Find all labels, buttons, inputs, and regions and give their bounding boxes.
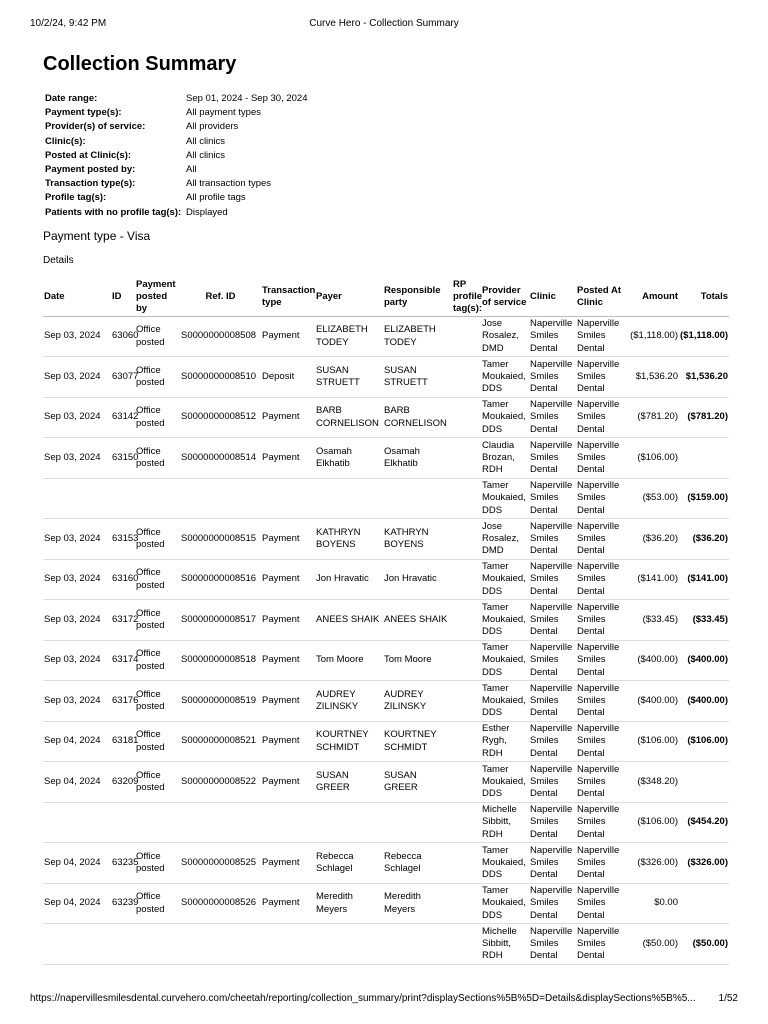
cell-amount: ($348.20) (624, 762, 679, 803)
print-footer (30, 993, 738, 1007)
cell-provider: Michelle Sibbitt, RDH (481, 802, 529, 843)
col-id: ID (111, 278, 135, 317)
cell-date: Sep 03, 2024 (43, 640, 111, 681)
filter-row (43, 191, 308, 205)
page-number: 1/52 (718, 993, 738, 1004)
cell-date: Sep 03, 2024 (43, 519, 111, 560)
cell-posted-by: Office posted (135, 721, 180, 762)
cell-amount: ($106.00) (624, 721, 679, 762)
filter-label: Profile tag(s): (45, 192, 107, 204)
cell-responsible-party: ELIZABETH TODEY (383, 316, 452, 357)
cell-id: 63153 (111, 519, 135, 560)
cell-responsible-party: KATHRYN BOYENS (383, 519, 452, 560)
filter-label: Clinic(s): (45, 135, 86, 147)
cell-provider: Esther Rygh, RDH (481, 721, 529, 762)
cell-rp-profile-tags (452, 681, 481, 722)
cell-date: Sep 03, 2024 (43, 681, 111, 722)
cell-responsible-party: Meredith Meyers (383, 883, 452, 924)
cell-responsible-party: Rebecca Schlagel (383, 843, 452, 884)
cell-posted-at-clinic: Naperville Smiles Dental (576, 883, 624, 924)
cell-posted-by: Office posted (135, 843, 180, 884)
cell-clinic: Naperville Smiles Dental (529, 924, 576, 965)
col-posted-at-clinic: Posted At Clinic (576, 278, 624, 317)
filter-value: Displayed (186, 206, 228, 218)
cell-rp-profile-tags (452, 924, 481, 965)
cell-provider: Tamer Moukaied, DDS (481, 762, 529, 803)
cell-total: ($36.20) (679, 519, 729, 560)
cell-amount: ($781.20) (624, 397, 679, 438)
cell-clinic: Naperville Smiles Dental (529, 681, 576, 722)
cell-total: ($159.00) (679, 478, 729, 519)
table-row (43, 397, 729, 438)
cell-total: ($50.00) (679, 924, 729, 965)
cell-id: 63239 (111, 883, 135, 924)
table-row (43, 883, 729, 924)
cell-rp-profile-tags (452, 559, 481, 600)
cell-provider: Claudia Brozan, RDH (481, 438, 529, 479)
filter-value: All (186, 164, 197, 176)
cell-amount: ($106.00) (624, 802, 679, 843)
cell-posted-by: Office posted (135, 519, 180, 560)
col-posted-by: Payment posted by (135, 278, 180, 317)
cell-payer: Osamah Elkhatib (315, 438, 383, 479)
filter-label: Payment posted by: (45, 164, 136, 176)
col-transaction-type: Transaction type (261, 278, 315, 317)
cell-posted-by: Office posted (135, 357, 180, 398)
cell-posted-at-clinic: Naperville Smiles Dental (576, 316, 624, 357)
cell-payer: SUSAN GREER (315, 762, 383, 803)
cell-rp-profile-tags (452, 519, 481, 560)
filter-row (43, 92, 308, 106)
cell-posted-by: Office posted (135, 600, 180, 641)
table-row (43, 559, 729, 600)
cell-rp-profile-tags (452, 600, 481, 641)
cell-ref-id: S0000000008521 (180, 721, 261, 762)
filter-value: Sep 01, 2024 - Sep 30, 2024 (186, 93, 308, 104)
cell-provider: Tamer Moukaied, DDS (481, 600, 529, 641)
cell-date (43, 802, 111, 843)
cell-clinic: Naperville Smiles Dental (529, 478, 576, 519)
cell-total (679, 762, 729, 803)
cell-ref-id: S0000000008526 (180, 883, 261, 924)
table-row (43, 478, 729, 519)
cell-rp-profile-tags (452, 721, 481, 762)
cell-id: 63172 (111, 600, 135, 641)
cell-clinic: Naperville Smiles Dental (529, 843, 576, 884)
print-url: https://napervillesmilesdental.curvehero.com/cheetah/reporting/collection_summary/print?displaySections%5B%5D=Details&displaySections%5B%5... (30, 993, 696, 1004)
cell-clinic: Naperville Smiles Dental (529, 762, 576, 803)
filters-table (43, 92, 308, 220)
table-row (43, 600, 729, 641)
cell-id: 63209 (111, 762, 135, 803)
table-row (43, 924, 729, 965)
cell-amount: ($1,118.00) (624, 316, 679, 357)
table-header-row (43, 278, 729, 317)
cell-provider: Tamer Moukaied, DDS (481, 681, 529, 722)
filter-row (43, 206, 308, 220)
cell-payer (315, 924, 383, 965)
cell-provider: Michelle Sibbitt, RDH (481, 924, 529, 965)
payment-type-heading: Payment type - Visa (43, 228, 151, 243)
cell-clinic: Naperville Smiles Dental (529, 559, 576, 600)
cell-responsible-party: ANEES SHAIK (383, 600, 452, 641)
filter-label: Transaction type(s): (45, 178, 136, 190)
filter-value: All clinics (186, 149, 226, 161)
cell-total (679, 438, 729, 479)
cell-posted-at-clinic: Naperville Smiles Dental (576, 721, 624, 762)
cell-id: 63060 (111, 316, 135, 357)
cell-clinic: Naperville Smiles Dental (529, 600, 576, 641)
cell-total: ($400.00) (679, 681, 729, 722)
cell-ref-id: S0000000008508 (180, 316, 261, 357)
cell-provider: Tamer Moukaied, DDS (481, 883, 529, 924)
cell-total (679, 883, 729, 924)
filter-value: All clinics (186, 135, 226, 147)
cell-ref-id: S0000000008515 (180, 519, 261, 560)
cell-posted-by: Office posted (135, 397, 180, 438)
filter-label: Date range: (45, 93, 98, 104)
col-payer: Payer (315, 278, 383, 317)
print-datetime: 10/2/24, 9:42 PM (30, 18, 107, 29)
table-row (43, 762, 729, 803)
cell-transaction-type: Payment (261, 640, 315, 681)
cell-date: Sep 03, 2024 (43, 397, 111, 438)
cell-posted-at-clinic: Naperville Smiles Dental (576, 357, 624, 398)
cell-clinic: Naperville Smiles Dental (529, 721, 576, 762)
cell-posted-at-clinic: Naperville Smiles Dental (576, 559, 624, 600)
cell-payer: KOURTNEY SCHMIDT (315, 721, 383, 762)
cell-provider: Jose Rosalez, DMD (481, 519, 529, 560)
cell-ref-id: S0000000008518 (180, 640, 261, 681)
cell-payer: KATHRYN BOYENS (315, 519, 383, 560)
cell-responsible-party: SUSAN STRUETT (383, 357, 452, 398)
cell-amount: ($36.20) (624, 519, 679, 560)
cell-rp-profile-tags (452, 883, 481, 924)
cell-provider: Tamer Moukaied, DDS (481, 397, 529, 438)
print-header (30, 18, 738, 32)
cell-posted-by (135, 478, 180, 519)
cell-amount: ($400.00) (624, 681, 679, 722)
cell-rp-profile-tags (452, 762, 481, 803)
cell-transaction-type: Payment (261, 843, 315, 884)
cell-provider: Tamer Moukaied, DDS (481, 357, 529, 398)
filter-value: All profile tags (186, 192, 246, 204)
cell-amount: ($53.00) (624, 478, 679, 519)
filter-row (43, 106, 308, 120)
cell-posted-at-clinic: Naperville Smiles Dental (576, 397, 624, 438)
cell-ref-id: S0000000008519 (180, 681, 261, 722)
cell-ref-id (180, 802, 261, 843)
cell-date (43, 924, 111, 965)
cell-responsible-party: Jon Hravatic (383, 559, 452, 600)
col-amount: Amount (624, 278, 679, 317)
cell-total: $1,536.20 (679, 357, 729, 398)
cell-responsible-party (383, 802, 452, 843)
cell-id (111, 802, 135, 843)
filter-label: Posted at Clinic(s): (45, 149, 132, 161)
cell-provider: Jose Rosalez, DMD (481, 316, 529, 357)
filter-value: All providers (186, 121, 239, 133)
cell-total: ($326.00) (679, 843, 729, 884)
cell-id (111, 924, 135, 965)
cell-responsible-party: BARB CORNELISON (383, 397, 452, 438)
cell-id: 63150 (111, 438, 135, 479)
table-row (43, 802, 729, 843)
cell-date: Sep 03, 2024 (43, 316, 111, 357)
details-label: Details (43, 254, 74, 266)
cell-rp-profile-tags (452, 843, 481, 884)
cell-posted-by: Office posted (135, 438, 180, 479)
cell-posted-by: Office posted (135, 762, 180, 803)
cell-provider: Tamer Moukaied, DDS (481, 843, 529, 884)
cell-transaction-type: Payment (261, 438, 315, 479)
cell-total: ($454.20) (679, 802, 729, 843)
cell-transaction-type: Payment (261, 721, 315, 762)
cell-transaction-type: Payment (261, 681, 315, 722)
cell-payer (315, 478, 383, 519)
cell-posted-at-clinic: Naperville Smiles Dental (576, 762, 624, 803)
cell-posted-at-clinic: Naperville Smiles Dental (576, 519, 624, 560)
cell-rp-profile-tags (452, 397, 481, 438)
cell-ref-id (180, 924, 261, 965)
cell-clinic: Naperville Smiles Dental (529, 316, 576, 357)
table-row (43, 843, 729, 884)
col-responsible-party: Responsible party (383, 278, 452, 317)
table-row (43, 316, 729, 357)
cell-payer: BARB CORNELISON (315, 397, 383, 438)
cell-payer: ELIZABETH TODEY (315, 316, 383, 357)
cell-date (43, 478, 111, 519)
cell-date: Sep 04, 2024 (43, 721, 111, 762)
col-date: Date (43, 278, 111, 317)
cell-amount: ($33.45) (624, 600, 679, 641)
cell-transaction-type: Payment (261, 762, 315, 803)
cell-responsible-party (383, 924, 452, 965)
cell-date: Sep 03, 2024 (43, 600, 111, 641)
cell-clinic: Naperville Smiles Dental (529, 397, 576, 438)
cell-posted-at-clinic: Naperville Smiles Dental (576, 438, 624, 479)
filter-row (43, 163, 308, 177)
report-content (43, 50, 729, 965)
collection-details-table (43, 278, 729, 965)
cell-ref-id: S0000000008525 (180, 843, 261, 884)
cell-rp-profile-tags (452, 357, 481, 398)
cell-posted-at-clinic: Naperville Smiles Dental (576, 600, 624, 641)
cell-rp-profile-tags (452, 640, 481, 681)
cell-id: 63174 (111, 640, 135, 681)
cell-total: ($781.20) (679, 397, 729, 438)
cell-clinic: Naperville Smiles Dental (529, 883, 576, 924)
cell-provider: Tamer Moukaied, DDS (481, 640, 529, 681)
cell-posted-at-clinic: Naperville Smiles Dental (576, 924, 624, 965)
cell-ref-id: S0000000008514 (180, 438, 261, 479)
cell-transaction-type (261, 802, 315, 843)
cell-clinic: Naperville Smiles Dental (529, 802, 576, 843)
filter-label: Provider(s) of service: (45, 121, 146, 133)
cell-amount: $1,536.20 (624, 357, 679, 398)
cell-id: 63181 (111, 721, 135, 762)
cell-amount: ($106.00) (624, 438, 679, 479)
cell-id (111, 478, 135, 519)
cell-responsible-party: AUDREY ZILINSKY (383, 681, 452, 722)
cell-responsible-party: SUSAN GREER (383, 762, 452, 803)
cell-amount: $0.00 (624, 883, 679, 924)
cell-posted-at-clinic: Naperville Smiles Dental (576, 640, 624, 681)
cell-total: ($141.00) (679, 559, 729, 600)
col-provider: Provider of service (481, 278, 529, 317)
cell-payer: Rebecca Schlagel (315, 843, 383, 884)
filter-label: Patients with no profile tag(s): (45, 206, 182, 218)
cell-clinic: Naperville Smiles Dental (529, 438, 576, 479)
cell-id: 63142 (111, 397, 135, 438)
cell-total: ($106.00) (679, 721, 729, 762)
cell-date: Sep 04, 2024 (43, 762, 111, 803)
cell-clinic: Naperville Smiles Dental (529, 640, 576, 681)
cell-date: Sep 04, 2024 (43, 843, 111, 884)
cell-responsible-party: Osamah Elkhatib (383, 438, 452, 479)
col-rp-profile-tags: RP profile tag(s): (452, 278, 481, 317)
table-row (43, 681, 729, 722)
cell-id: 63077 (111, 357, 135, 398)
cell-amount: ($141.00) (624, 559, 679, 600)
cell-date: Sep 03, 2024 (43, 357, 111, 398)
cell-payer: SUSAN STRUETT (315, 357, 383, 398)
cell-provider: Tamer Moukaied, DDS (481, 478, 529, 519)
cell-rp-profile-tags (452, 802, 481, 843)
filter-row (43, 177, 308, 191)
cell-ref-id: S0000000008512 (180, 397, 261, 438)
cell-transaction-type: Payment (261, 316, 315, 357)
table-row (43, 357, 729, 398)
cell-payer: ANEES SHAIK (315, 600, 383, 641)
cell-posted-at-clinic: Naperville Smiles Dental (576, 478, 624, 519)
filter-row (43, 149, 308, 163)
filter-row (43, 135, 308, 149)
cell-rp-profile-tags (452, 478, 481, 519)
cell-provider: Tamer Moukaied, DDS (481, 559, 529, 600)
cell-posted-at-clinic: Naperville Smiles Dental (576, 681, 624, 722)
col-totals: Totals (679, 278, 729, 317)
filter-value: All transaction types (186, 178, 272, 190)
cell-amount: ($50.00) (624, 924, 679, 965)
cell-transaction-type: Payment (261, 559, 315, 600)
cell-ref-id: S0000000008517 (180, 600, 261, 641)
cell-payer: Meredith Meyers (315, 883, 383, 924)
cell-date: Sep 04, 2024 (43, 883, 111, 924)
cell-rp-profile-tags (452, 438, 481, 479)
table-row (43, 721, 729, 762)
cell-ref-id: S0000000008510 (180, 357, 261, 398)
cell-id: 63160 (111, 559, 135, 600)
cell-ref-id (180, 478, 261, 519)
cell-payer: Jon Hravatic (315, 559, 383, 600)
filter-row (43, 120, 308, 134)
cell-date: Sep 03, 2024 (43, 438, 111, 479)
cell-responsible-party: KOURTNEY SCHMIDT (383, 721, 452, 762)
cell-posted-by: Office posted (135, 640, 180, 681)
cell-payer: AUDREY ZILINSKY (315, 681, 383, 722)
cell-posted-by: Office posted (135, 559, 180, 600)
cell-total: ($1,118.00) (679, 316, 729, 357)
cell-posted-by (135, 924, 180, 965)
cell-posted-at-clinic: Naperville Smiles Dental (576, 843, 624, 884)
cell-rp-profile-tags (452, 316, 481, 357)
col-clinic: Clinic (529, 278, 576, 317)
cell-transaction-type: Deposit (261, 357, 315, 398)
print-page-title: Curve Hero - Collection Summary (309, 18, 459, 29)
cell-posted-by: Office posted (135, 883, 180, 924)
filter-label: Payment type(s): (45, 107, 122, 119)
cell-transaction-type: Payment (261, 600, 315, 641)
cell-posted-by (135, 802, 180, 843)
cell-transaction-type (261, 924, 315, 965)
cell-id: 63235 (111, 843, 135, 884)
cell-posted-by: Office posted (135, 681, 180, 722)
cell-ref-id: S0000000008516 (180, 559, 261, 600)
filter-value: All payment types (186, 107, 261, 119)
report-title: Collection Summary (43, 53, 237, 75)
cell-payer (315, 802, 383, 843)
cell-total: ($33.45) (679, 600, 729, 641)
cell-payer: Tom Moore (315, 640, 383, 681)
cell-amount: ($326.00) (624, 843, 679, 884)
cell-transaction-type (261, 478, 315, 519)
cell-ref-id: S0000000008522 (180, 762, 261, 803)
cell-clinic: Naperville Smiles Dental (529, 357, 576, 398)
cell-amount: ($400.00) (624, 640, 679, 681)
table-row (43, 519, 729, 560)
cell-transaction-type: Payment (261, 519, 315, 560)
cell-posted-at-clinic: Naperville Smiles Dental (576, 802, 624, 843)
cell-total: ($400.00) (679, 640, 729, 681)
col-ref-id: Ref. ID (180, 278, 261, 317)
table-row (43, 438, 729, 479)
cell-clinic: Naperville Smiles Dental (529, 519, 576, 560)
table-row (43, 640, 729, 681)
cell-responsible-party (383, 478, 452, 519)
cell-id: 63176 (111, 681, 135, 722)
cell-posted-by: Office posted (135, 316, 180, 357)
cell-transaction-type: Payment (261, 397, 315, 438)
cell-responsible-party: Tom Moore (383, 640, 452, 681)
cell-transaction-type: Payment (261, 883, 315, 924)
cell-date: Sep 03, 2024 (43, 559, 111, 600)
